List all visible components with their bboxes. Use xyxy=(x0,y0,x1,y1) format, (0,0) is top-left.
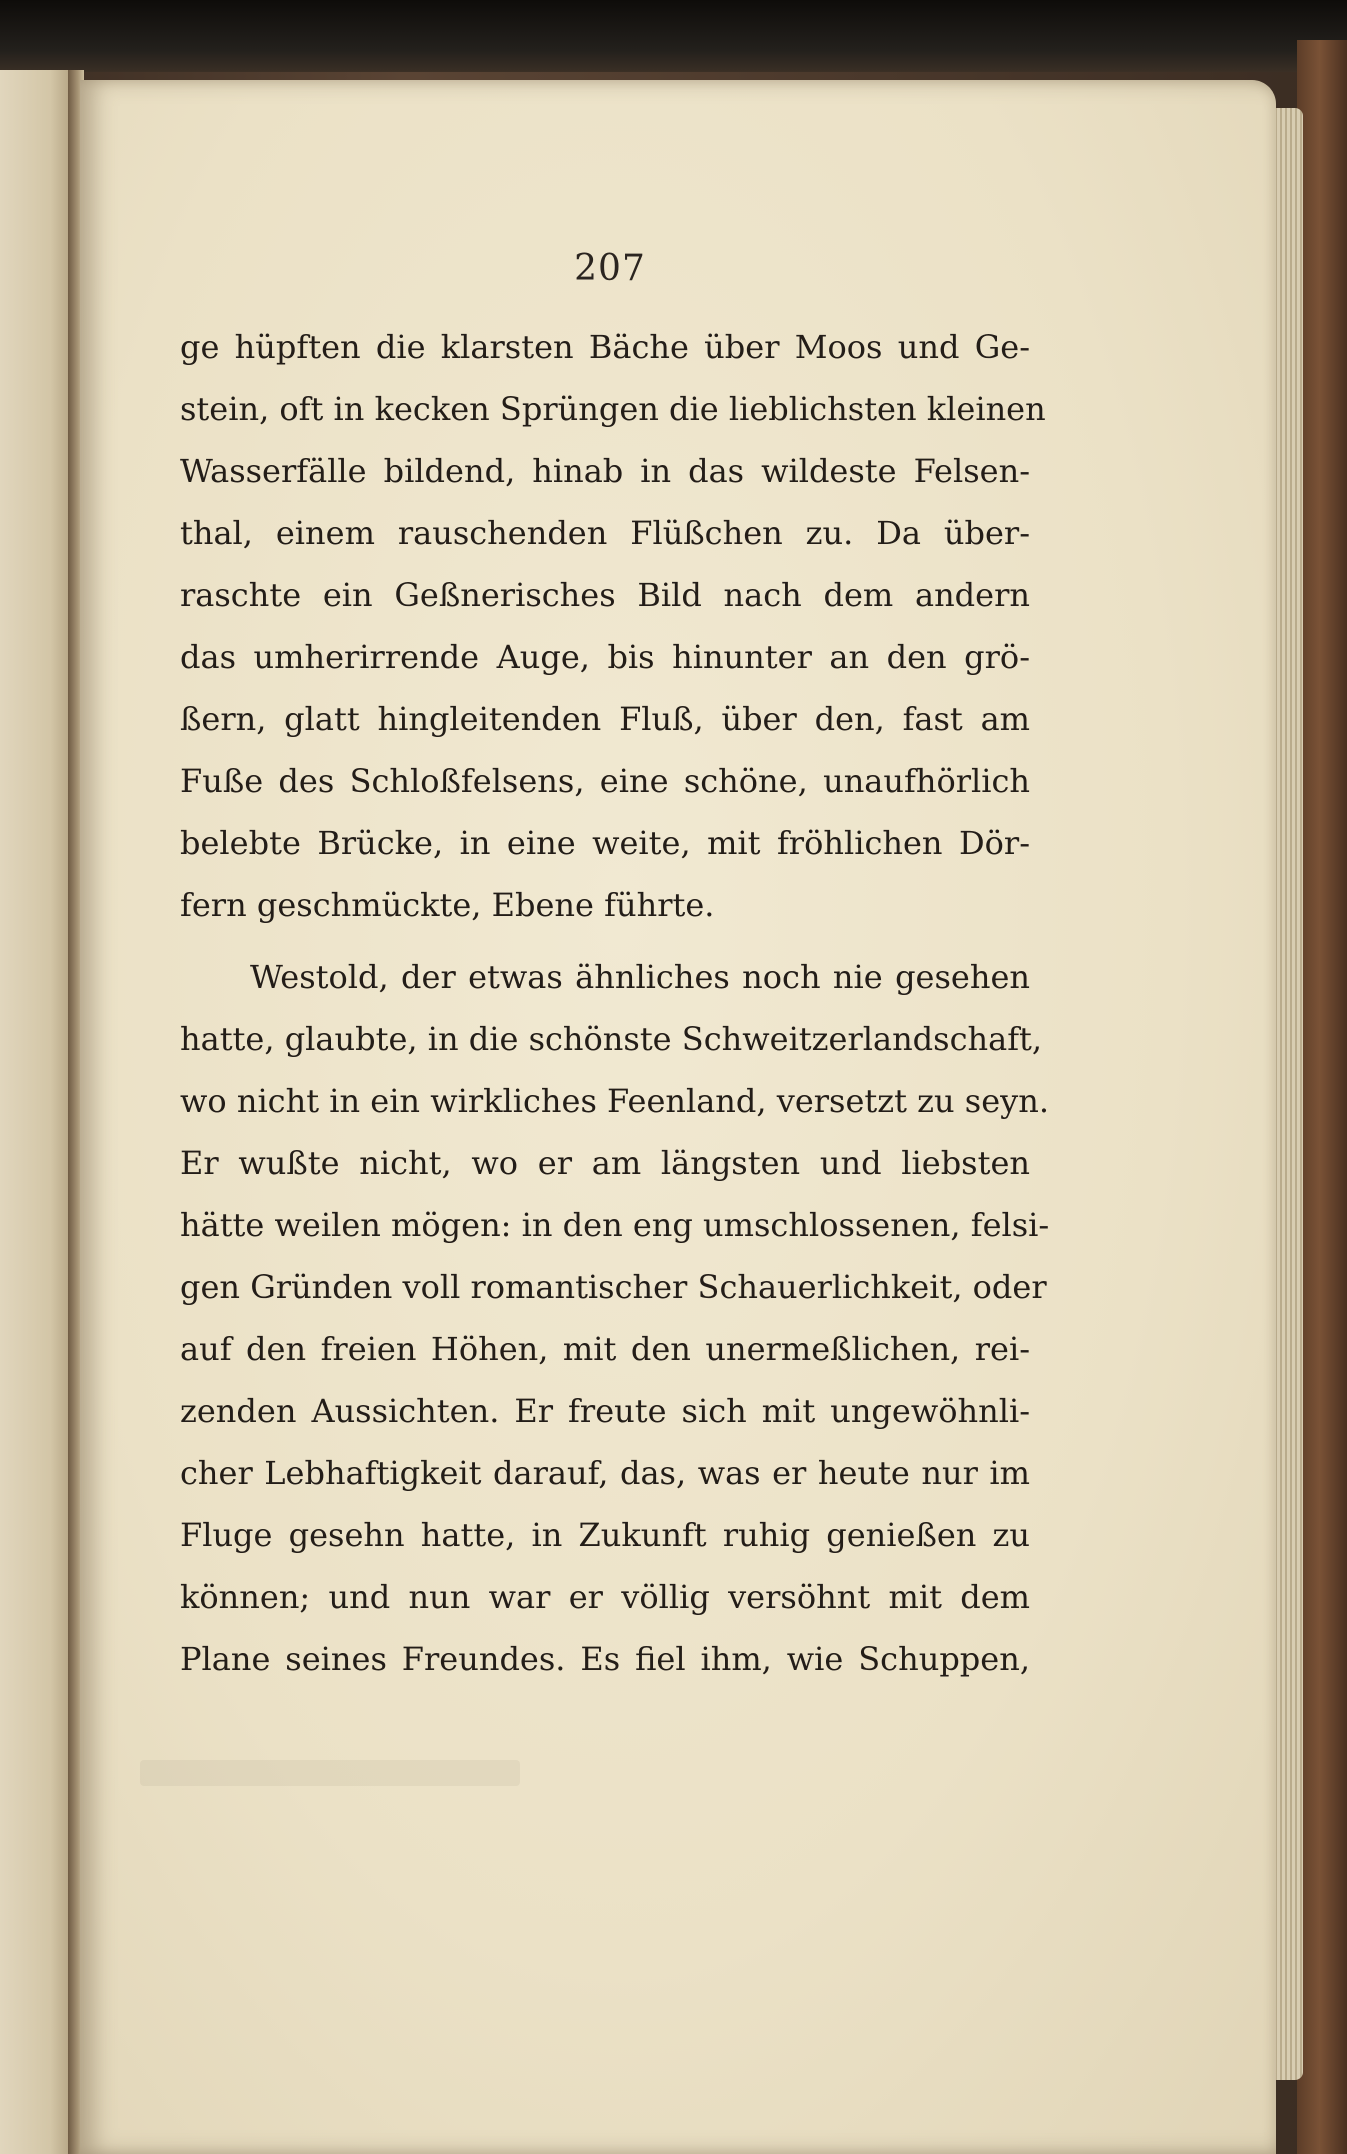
text-line: fern geschmückte, Ebene führte. xyxy=(180,886,715,924)
text-line: ßern, glatt hingleitenden Fluß, über den, fast am xyxy=(180,700,1030,738)
left-page-edge xyxy=(0,70,72,2154)
text-line: hätte weilen mögen: in den eng umschlossenen, felsi- xyxy=(180,1206,1050,1244)
book-cover-edge xyxy=(1297,40,1347,2154)
text-line: wo nicht in ein wirkliches Feenland, versetzt zu seyn. xyxy=(180,1082,1050,1120)
text-line: hatte, glaubte, in die schönste Schweitzerlandschaft, xyxy=(180,1020,1043,1058)
text-line: das umherirrende Auge, bis hinunter an den grö- xyxy=(180,638,1030,676)
page-text xyxy=(180,316,1050,1690)
text-line: auf den freien Höhen, mit den unermeßlichen, rei- xyxy=(180,1330,1030,1368)
text-line: ge hüpften die klarsten Bäche über Moos und Ge- xyxy=(180,328,1030,366)
text-line: Westold, der etwas ähnliches noch nie gesehen xyxy=(250,958,1030,996)
text-line: können; und nun war er völlig versöhnt mit dem xyxy=(180,1578,1030,1616)
text-line: belebte Brücke, in eine weite, mit fröhlichen Dör- xyxy=(180,824,1030,862)
book-page xyxy=(80,80,1276,2154)
scanner-background xyxy=(0,0,1347,72)
text-line: gen Gründen voll romantischer Schauerlichkeit, oder xyxy=(180,1268,1047,1306)
text-line: cher Lebhaftigkeit darauf, das, was er heute nur im xyxy=(180,1454,1030,1492)
text-line: raschte ein Geßnerisches Bild nach dem andern xyxy=(180,576,1030,614)
text-line: Fuße des Schloßfelsens, eine schöne, unaufhörlich xyxy=(180,762,1030,800)
text-line: stein, oft in kecken Sprüngen die lieblichsten kleinen xyxy=(180,390,1046,428)
text-line: zenden Aussichten. Er freute sich mit ungewöhnli- xyxy=(180,1392,1030,1430)
text-line: Wasserfälle bildend, hinab in das wildeste Felsen- xyxy=(180,452,1030,490)
text-line: Plane seines Freundes. Es fiel ihm, wie Schuppen, xyxy=(180,1640,1030,1678)
show-through-smudge xyxy=(140,1760,520,1786)
page-number: 207 xyxy=(574,248,646,289)
text-line: thal, einem rauschenden Flüßchen zu. Da über- xyxy=(180,514,1030,552)
text-line: Er wußte nicht, wo er am längsten und liebsten xyxy=(180,1144,1030,1182)
paragraph-gap xyxy=(180,936,1030,946)
text-line: Fluge gesehn hatte, in Zukunft ruhig genießen zu xyxy=(180,1516,1030,1554)
